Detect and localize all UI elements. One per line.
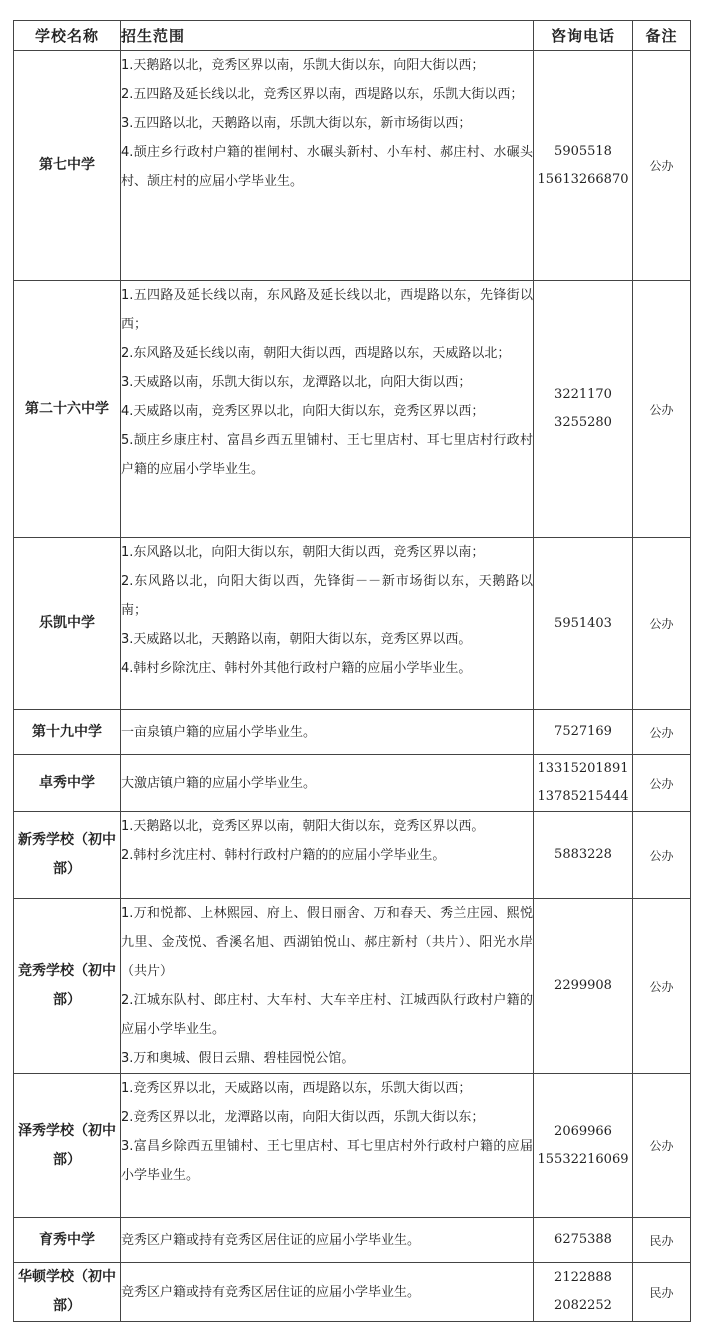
school-name: 新秀学校（初中部）	[14, 812, 121, 899]
table-row	[14, 1263, 691, 1322]
header-phone: 咨询电话	[534, 21, 633, 51]
header-row	[14, 21, 691, 51]
range-item: 4.颉庄乡行政村户籍的崔闸村、水碾头新村、小车村、郝庄村、水碾头村、颉庄村的应届小学毕业生。	[121, 145, 533, 189]
range-item: 1.天鹅路以北，竞秀区界以南，朝阳大街以东，竞秀区界以西。	[121, 819, 485, 834]
range-item: 1.万和悦都、上林熙园、府上、假日丽舍、万和春天、秀兰庄园、熙悦九里、金茂悦、香溪名旭、西湖铂悦山、郝庄新村（共片）、阳光水岸（共片）	[121, 906, 533, 979]
phone-cell	[534, 899, 633, 1074]
phone-number: 3255280	[554, 415, 612, 430]
school-type-note: 公办	[633, 51, 691, 281]
table-row	[14, 899, 691, 1074]
phone-number: 15613266870	[537, 171, 629, 187]
enrollment-range	[121, 812, 534, 899]
phone-cell	[534, 1263, 633, 1322]
range-item: 3.天威路以南，乐凯大街以东，龙潭路以北，向阳大街以西；	[121, 375, 472, 390]
phone-number: 5883228	[554, 847, 612, 862]
range-item: 竞秀区户籍或持有竞秀区居住证的应届小学毕业生。	[121, 1232, 421, 1248]
enrollment-range	[121, 899, 534, 1074]
range-item: 3.五四路以北，天鹅路以南，乐凯大街以东，新市场街以西；	[121, 116, 472, 131]
range-item: 2.韩村乡沈庄村、韩村行政村户籍的的应届小学毕业生。	[121, 848, 446, 863]
enrollment-table	[13, 20, 691, 1322]
range-item: 竞秀区户籍或持有竞秀区居住证的应届小学毕业生。	[121, 1284, 421, 1300]
school-type-note: 公办	[633, 1074, 691, 1218]
school-type-note: 公办	[633, 710, 691, 755]
phone-cell	[534, 281, 633, 538]
phone-cell	[534, 1074, 633, 1218]
phone-number: 3221170	[554, 387, 612, 402]
range-item: 1.五四路及延长线以南，东风路及延长线以北，西堤路以东，先锋街以西；	[121, 288, 533, 332]
school-type-note: 公办	[633, 755, 691, 812]
enrollment-range	[121, 51, 534, 281]
school-type-note: 公办	[633, 899, 691, 1074]
range-item: 3.万和奥城、假日云鼎、碧桂园悦公馆。	[121, 1051, 355, 1066]
phone-number: 15532216069	[537, 1151, 629, 1167]
phone-number: 2082252	[554, 1298, 612, 1313]
school-name: 华顿学校（初中部）	[14, 1263, 121, 1322]
phone-cell	[534, 710, 633, 755]
school-name: 第十九中学	[14, 710, 121, 755]
enrollment-range	[121, 1263, 534, 1322]
range-item: 2.东风路以北，向阳大街以西，先锋街－－新市场街以东，天鹅路以南；	[121, 574, 533, 618]
header-range: 招生范围	[121, 21, 534, 51]
school-name: 泽秀学校（初中部）	[14, 1074, 121, 1218]
enrollment-range	[121, 281, 534, 538]
phone-cell	[534, 812, 633, 899]
range-item: 5.颉庄乡康庄村、富昌乡西五里铺村、王七里店村、耳七里店村行政村户籍的应届小学毕业生。	[121, 433, 533, 477]
school-name: 竞秀学校（初中部）	[14, 899, 121, 1074]
phone-number: 5905518	[554, 143, 612, 159]
school-name: 第七中学	[14, 51, 121, 281]
school-type-note: 民办	[633, 1263, 691, 1322]
table-row	[14, 281, 691, 538]
phone-number: 2299908	[554, 978, 612, 993]
phone-number: 6275388	[554, 1232, 612, 1247]
range-item: 1.天鹅路以北，竞秀区界以南，乐凯大街以东，向阳大街以西；	[121, 58, 485, 73]
school-type-note: 公办	[633, 812, 691, 899]
school-name: 乐凯中学	[14, 538, 121, 710]
range-item: 3.富昌乡除西五里铺村、王七里店村、耳七里店村外行政村户籍的应届小学毕业生。	[121, 1139, 533, 1183]
header-school-name: 学校名称	[14, 21, 121, 51]
phone-cell	[534, 755, 633, 812]
enrollment-range	[121, 1074, 534, 1218]
table-row	[14, 51, 691, 281]
phone-number: 13785215444	[537, 789, 629, 804]
school-type-note: 公办	[633, 538, 691, 710]
range-item: 1.竞秀区界以北，天威路以南，西堤路以东，乐凯大街以西；	[121, 1081, 472, 1096]
range-item: 2.五四路及延长线以北，竞秀区界以南，西堤路以东，乐凯大街以西；	[121, 87, 524, 102]
phone-cell	[534, 51, 633, 281]
phone-number: 5951403	[554, 615, 612, 631]
enrollment-range	[121, 755, 534, 812]
enrollment-range	[121, 710, 534, 755]
phone-number: 13315201891	[537, 761, 629, 776]
table-row	[14, 538, 691, 710]
range-item: 大激店镇户籍的应届小学毕业生。	[121, 775, 317, 791]
range-item: 2.江城东队村、郎庄村、大车村、大车辛庄村、江城西队行政村户籍的应届小学毕业生。	[121, 993, 533, 1037]
range-item: 1.东风路以北，向阳大街以东，朝阳大街以西，竞秀区界以南；	[121, 545, 485, 560]
phone-cell	[534, 1218, 633, 1263]
school-name: 卓秀中学	[14, 755, 121, 812]
phone-number: 7527169	[554, 724, 612, 739]
range-item: 一亩泉镇户籍的应届小学毕业生。	[121, 724, 317, 740]
table-row	[14, 710, 691, 755]
phone-number: 2069966	[554, 1123, 612, 1139]
school-name: 第二十六中学	[14, 281, 121, 538]
enrollment-range	[121, 538, 534, 710]
school-name: 育秀中学	[14, 1218, 121, 1263]
phone-cell	[534, 538, 633, 710]
range-item: 4.天威路以南，竞秀区界以北，向阳大街以东，竞秀区界以西；	[121, 404, 485, 419]
range-item: 2.竞秀区界以北，龙潭路以南，向阳大街以西，乐凯大街以东；	[121, 1110, 485, 1125]
range-item: 4.韩村乡除沈庄、韩村外其他行政村户籍的应届小学毕业生。	[121, 661, 472, 676]
phone-number: 2122888	[554, 1270, 612, 1285]
range-item: 2.东风路及延长线以南，朝阳大街以西，西堤路以东，天威路以北；	[121, 346, 511, 361]
enrollment-range	[121, 1218, 534, 1263]
table-row	[14, 1074, 691, 1218]
school-type-note: 民办	[633, 1218, 691, 1263]
school-type-note: 公办	[633, 281, 691, 538]
table-row	[14, 755, 691, 812]
table-row	[14, 1218, 691, 1263]
header-note: 备注	[633, 21, 691, 51]
range-item: 3.天威路以北，天鹅路以南，朝阳大街以东，竞秀区界以西。	[121, 632, 472, 647]
table-row	[14, 812, 691, 899]
